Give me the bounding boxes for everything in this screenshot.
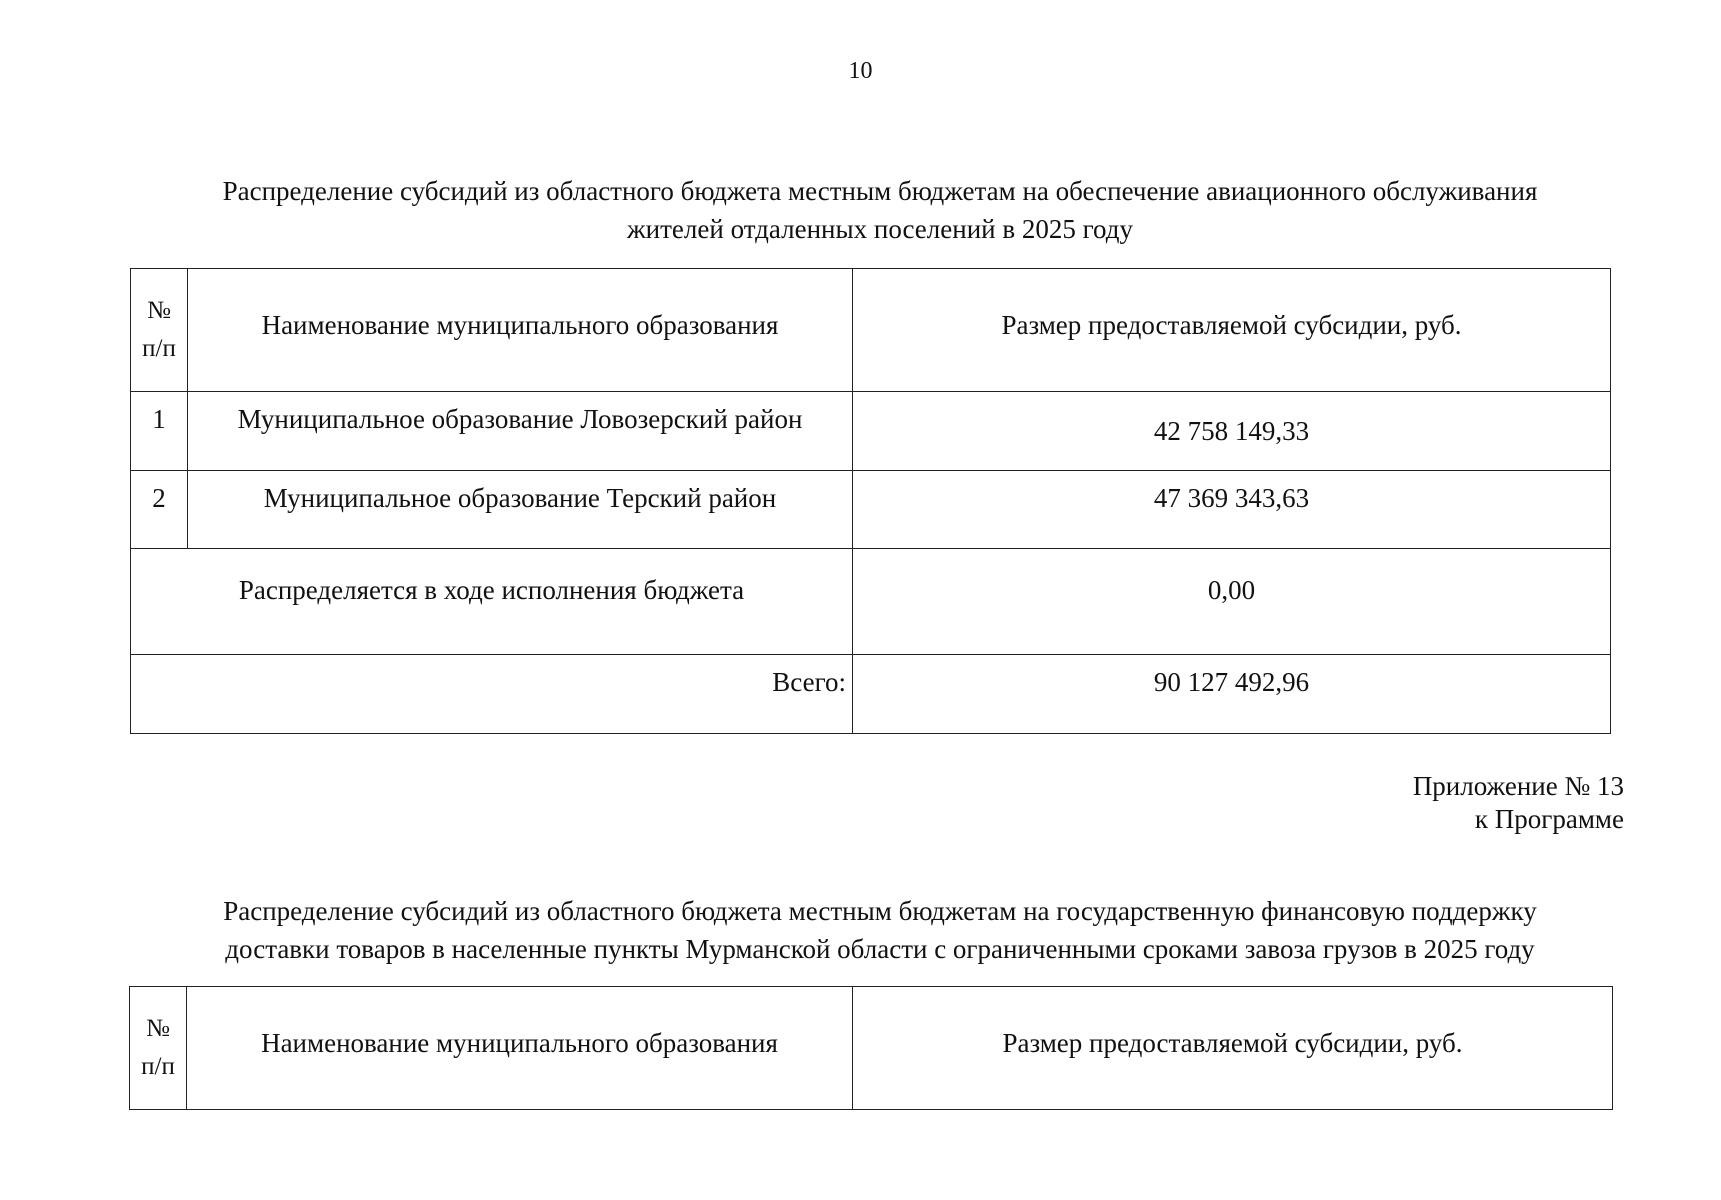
page-number: 10 xyxy=(848,58,873,84)
section2-title xyxy=(150,892,1610,968)
undistributed-row xyxy=(131,549,1611,655)
table-header-row xyxy=(131,269,1611,392)
header-name: Наименование муниципального образования xyxy=(188,269,853,392)
appendix-note xyxy=(1413,770,1624,836)
section2-title-line1: Распределение субсидий из областного бюджета местным бюджетам на государственную финансовую поддержку xyxy=(223,896,1537,926)
row-amount: 47 369 343,63 xyxy=(853,471,1611,549)
row-name: Муниципальное образование Ловозерский район xyxy=(188,392,853,471)
section1-title-line2: жителей отдаленных поселений в 2025 году xyxy=(627,214,1133,244)
section1-title xyxy=(150,172,1610,248)
undistributed-amount: 0,00 xyxy=(853,549,1611,655)
table-header-row xyxy=(130,987,1613,1110)
total-label: Всего: xyxy=(131,655,853,734)
header-name: Наименование муниципального образования xyxy=(187,987,853,1110)
section1-title-line1: Распределение субсидий из областного бюджета местным бюджетам на обеспечение авиационного обслуживания xyxy=(222,176,1538,206)
subsidy-table-aviation xyxy=(130,268,1611,734)
header-amount: Размер предоставляемой субсидии, руб. xyxy=(853,987,1613,1110)
appendix-line2: к Программе xyxy=(1474,804,1624,834)
undistributed-label: Распределяется в ходе исполнения бюджета xyxy=(131,549,853,655)
header-number xyxy=(131,269,188,392)
header-amount: Размер предоставляемой субсидии, руб. xyxy=(853,269,1611,392)
header-number xyxy=(130,987,187,1110)
row-number: 1 xyxy=(131,392,188,471)
row-amount: 42 758 149,33 xyxy=(853,392,1611,471)
appendix-line1: Приложение № 13 xyxy=(1412,771,1624,801)
row-name: Муниципальное образование Терский район xyxy=(188,471,853,549)
table-row xyxy=(131,392,1611,471)
table-row xyxy=(131,471,1611,549)
total-row xyxy=(131,655,1611,734)
header-number-line2: п/п xyxy=(141,1053,175,1080)
total-amount: 90 127 492,96 xyxy=(853,655,1611,734)
row-number: 2 xyxy=(131,471,188,549)
header-number-line1: № xyxy=(146,1015,170,1042)
subsidy-table-delivery xyxy=(129,986,1613,1110)
header-number-line1: № xyxy=(147,297,171,324)
header-number-line2: п/п xyxy=(142,335,176,362)
section2-title-line2: доставки товаров в населенные пункты Мурманской области с ограниченными сроками завоза грузов в 2025 году xyxy=(225,934,1535,964)
